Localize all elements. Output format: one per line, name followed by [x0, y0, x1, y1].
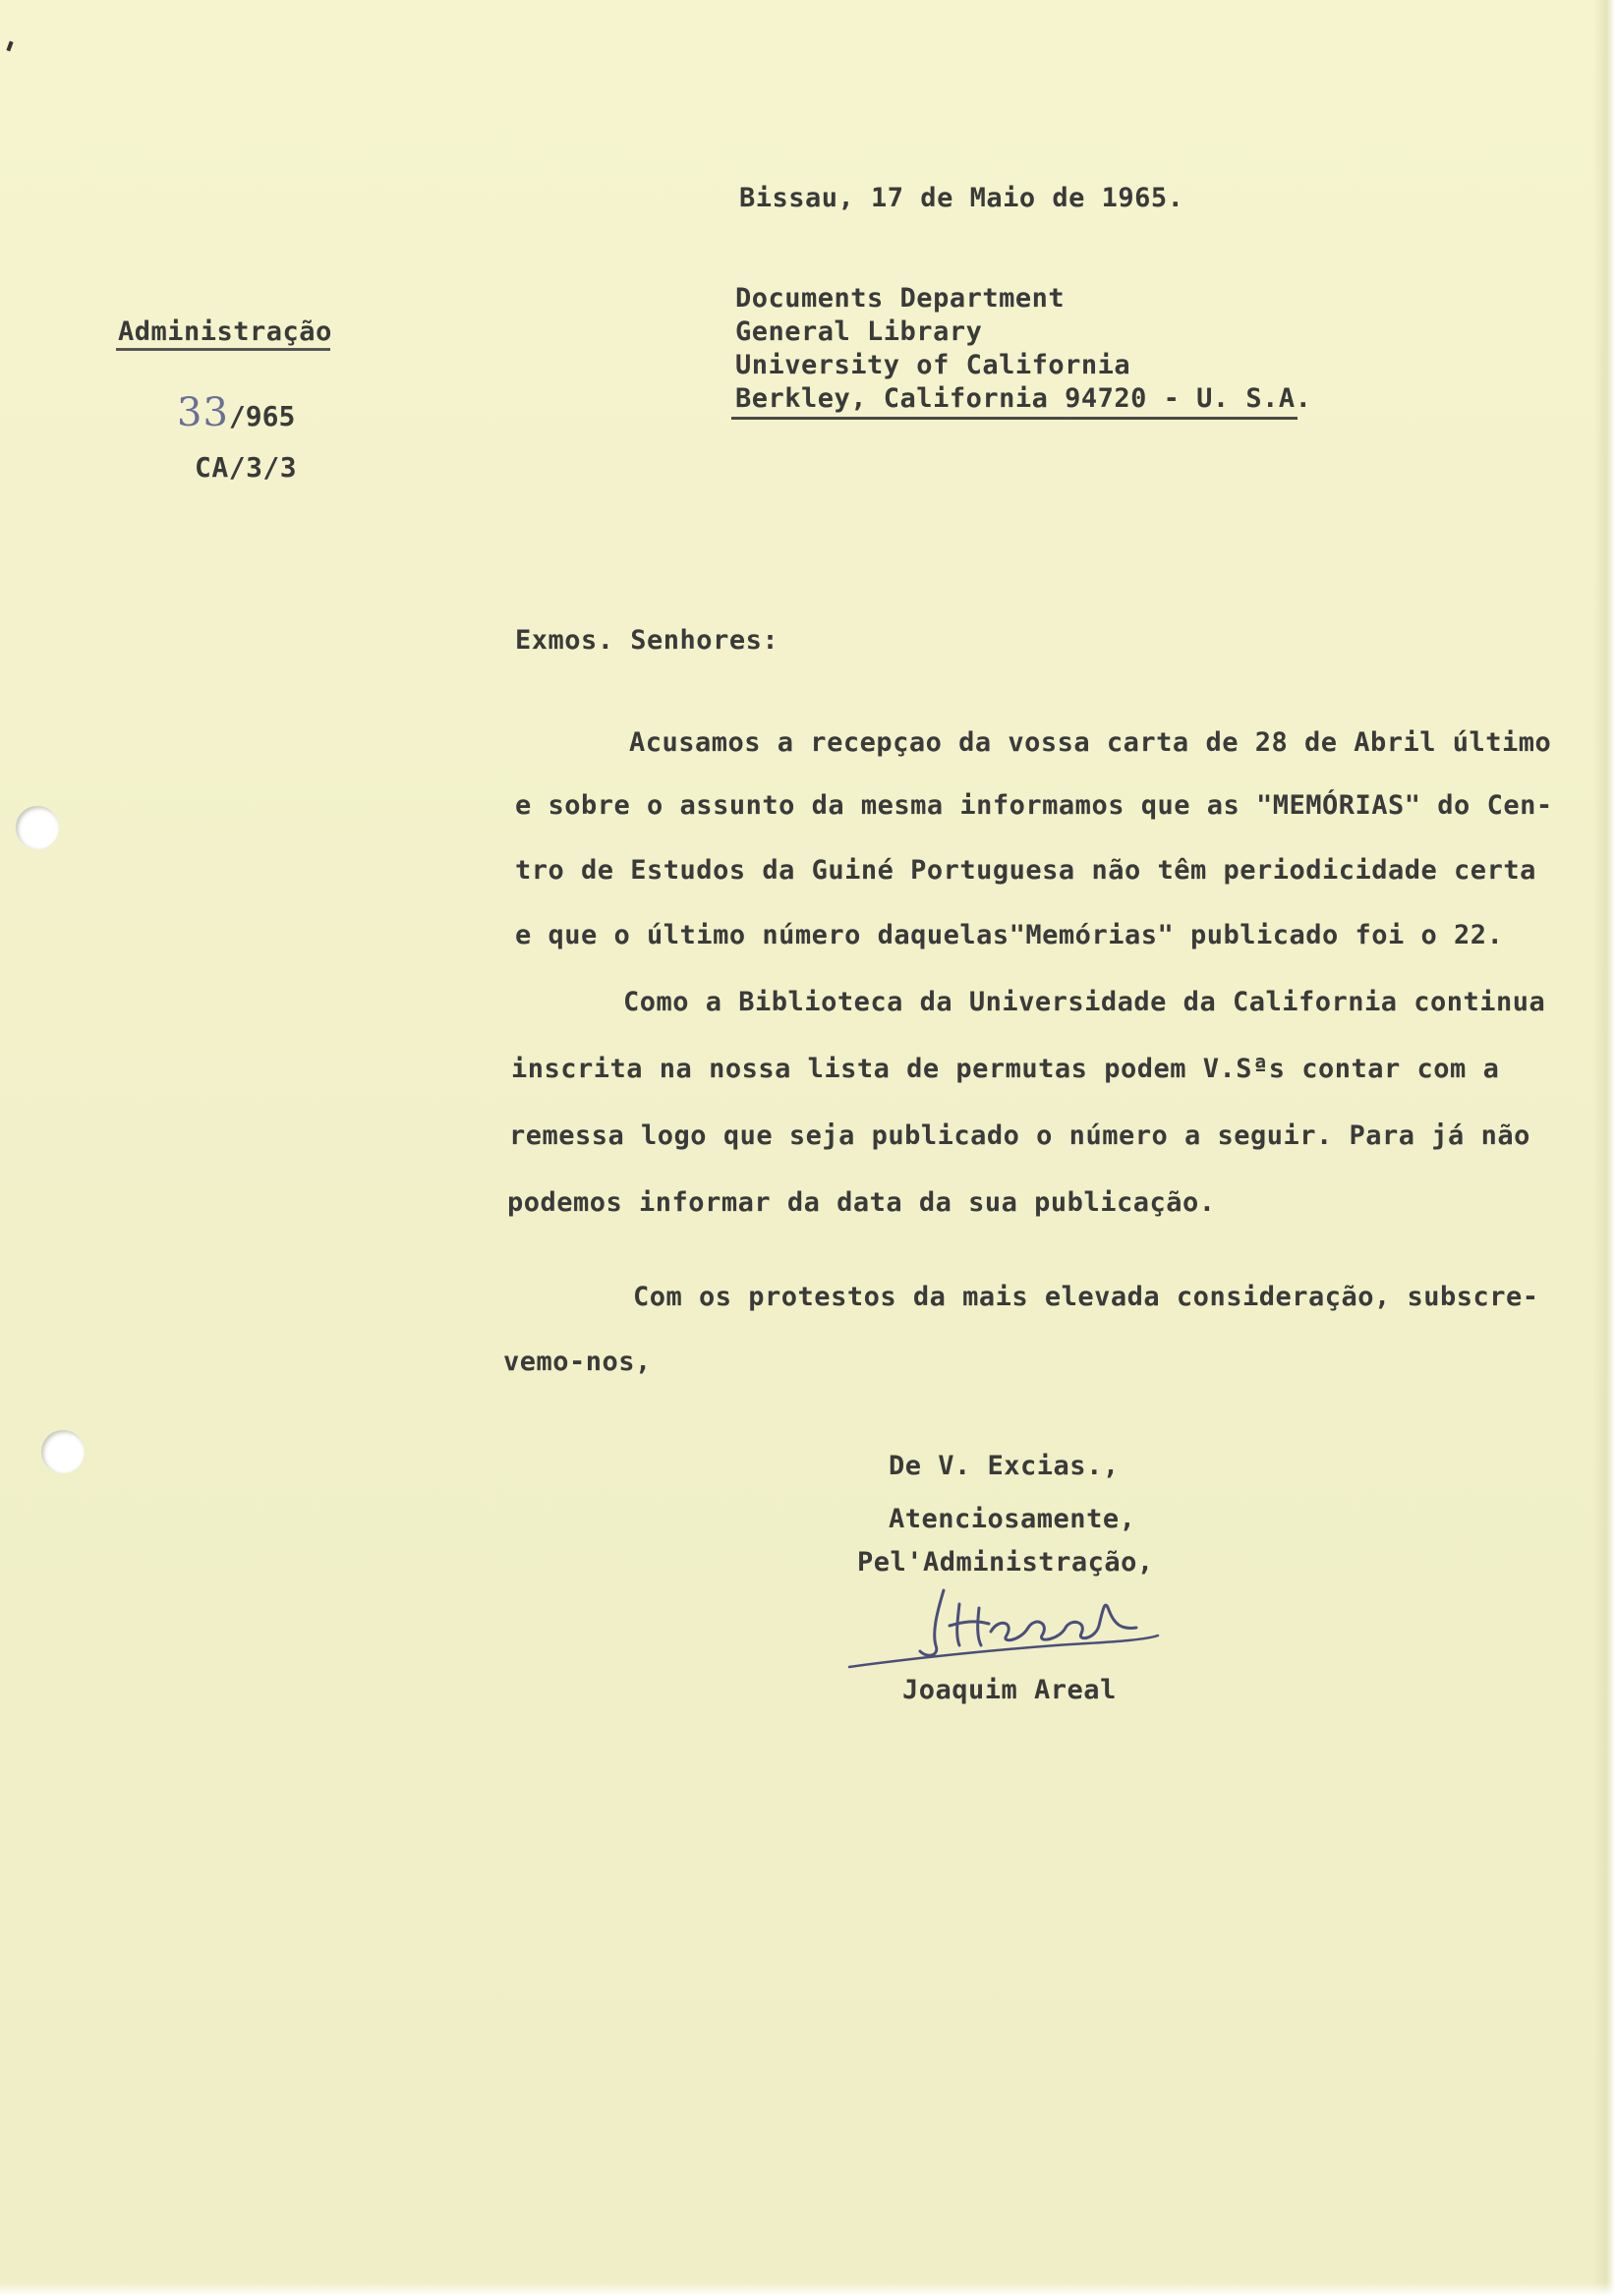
- body-line: vemo-nos,: [503, 1347, 652, 1377]
- body-line: Como a Biblioteca da Universidade da California continua: [623, 987, 1546, 1017]
- body-line: Acusamos a recepçao da vossa carta de 28 de Abril último: [629, 727, 1552, 758]
- reference-handwritten: 33: [177, 390, 229, 435]
- reference-number: [177, 390, 296, 435]
- recipient-line-1: Documents Department: [735, 283, 1066, 314]
- paper-edge: [0, 2282, 1615, 2296]
- reference-typed: /965: [228, 400, 296, 432]
- body-line: Com os protestos da mais elevada consideração, subscre-: [633, 1282, 1539, 1312]
- punch-hole: [16, 806, 59, 849]
- body-line: e que o último número daquelas"Memórias" publicado foi o 22.: [515, 920, 1504, 950]
- body-line: podemos informar da data da sua publicação.: [507, 1187, 1216, 1218]
- signer-name: Joaquim Areal: [902, 1675, 1117, 1705]
- signature-icon: [841, 1571, 1166, 1679]
- recipient-line-3: University of California: [735, 350, 1131, 380]
- date-line: Bissau, 17 de Maio de 1965.: [739, 183, 1184, 213]
- closing-line-1: De V. Excias.,: [889, 1451, 1120, 1481]
- body-line: e sobre o assunto da mesma informamos que as "MEMÓRIAS" do Cen-: [515, 790, 1553, 821]
- closing-line-3: Pel'Administração,: [857, 1547, 1154, 1578]
- salutation: Exmos. Senhores:: [515, 625, 779, 656]
- punch-hole: [41, 1430, 85, 1473]
- department-underline: [116, 348, 330, 351]
- ink-mark: [6, 41, 13, 52]
- department-label: Administração: [118, 316, 332, 347]
- recipient-underline: [731, 417, 1298, 420]
- reference-code: CA/3/3: [195, 451, 298, 484]
- closing-line-2: Atenciosamente,: [889, 1504, 1136, 1534]
- recipient-line-4: Berkley, California 94720 - U. S.A.: [735, 383, 1312, 414]
- body-line: tro de Estudos da Guiné Portuguesa não têm periodicidade certa: [515, 855, 1536, 886]
- body-line: inscrita na nossa lista de permutas podem V.Sªs contar com a: [511, 1054, 1500, 1084]
- body-line: remessa logo que seja publicado o número a seguir. Para já não: [509, 1120, 1530, 1151]
- paper-edge: [1593, 0, 1615, 2296]
- recipient-line-2: General Library: [735, 316, 983, 347]
